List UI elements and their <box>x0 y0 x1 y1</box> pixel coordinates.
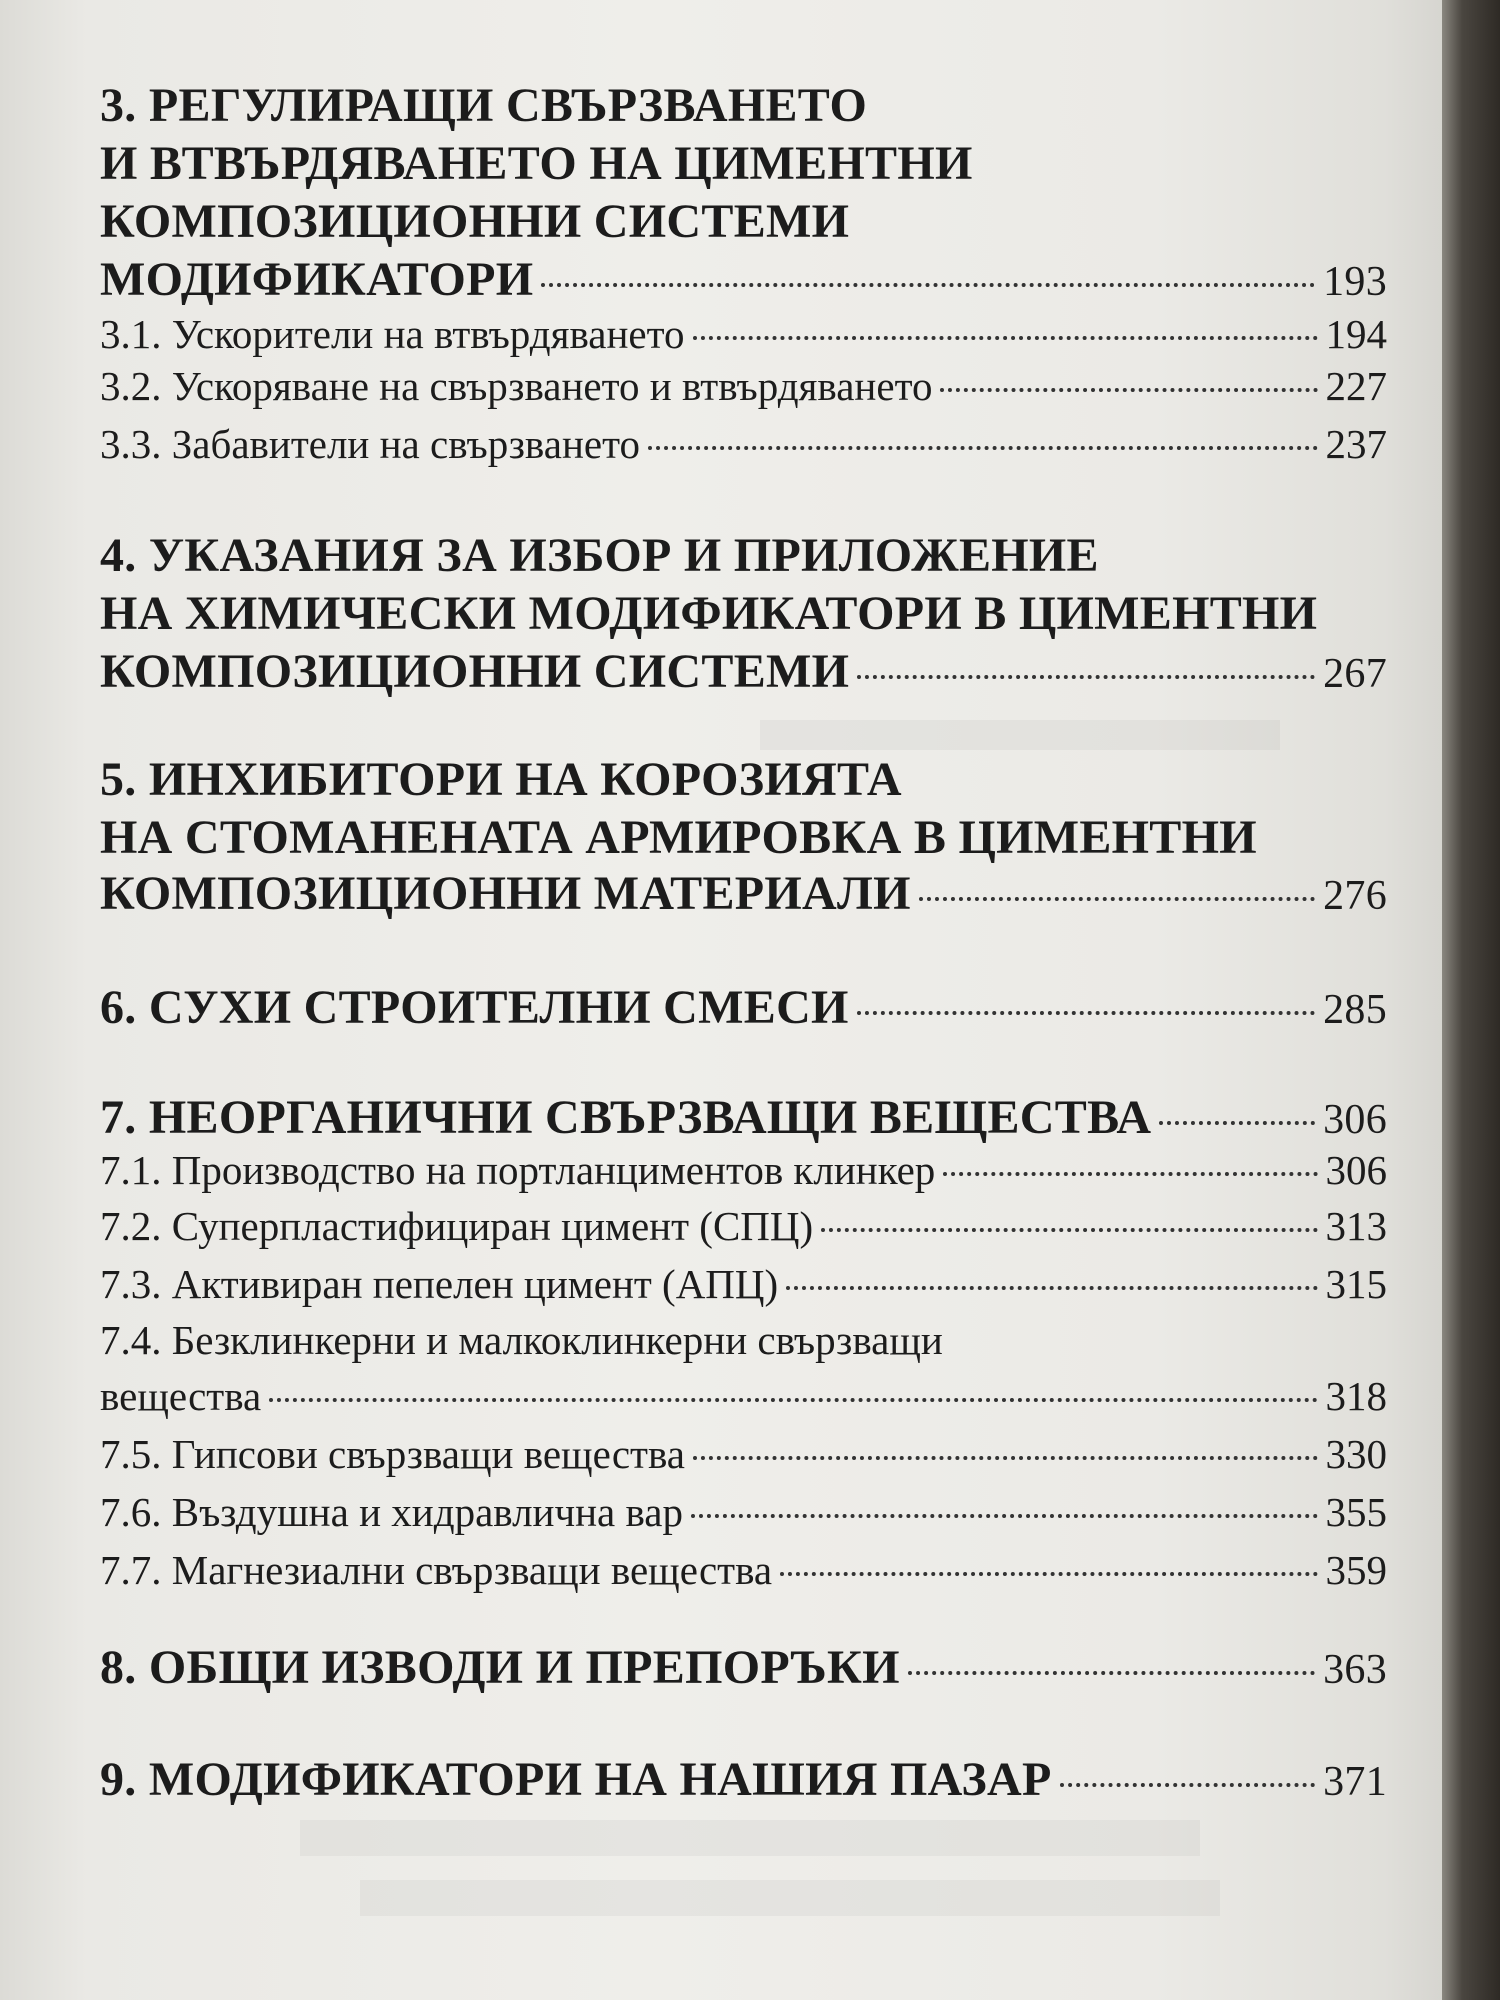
page-number: 306 <box>1325 1147 1387 1193</box>
toc-entry-7-5[interactable] <box>100 1430 1387 1478</box>
toc-entry-7-7[interactable] <box>100 1546 1387 1594</box>
page-number: 276 <box>1323 873 1387 919</box>
page-number: 318 <box>1325 1373 1387 1419</box>
toc-entry-chapter-3[interactable] <box>100 252 1387 307</box>
page-number: 359 <box>1325 1547 1387 1593</box>
toc-entry-title: 6. СУХИ СТРОИТЕЛНИ СМЕСИ <box>100 981 849 1034</box>
toc-entry-chapter-6[interactable] <box>100 980 1387 1035</box>
toc-heading-line: НА СТОМАНЕНАТА АРМИРОВКА В ЦИМЕНТНИ <box>100 811 1257 864</box>
page-number: 371 <box>1323 1759 1387 1805</box>
toc-entry-chapter-8[interactable] <box>100 1640 1387 1695</box>
toc-entry-title: 7.1. Производство на портланциментов клинкер <box>100 1147 936 1193</box>
dot-leader <box>541 283 1315 287</box>
toc-entry-chapter-4[interactable] <box>100 644 1387 699</box>
toc-entry-title: 7.5. Гипсови свързващи вещества <box>100 1431 685 1477</box>
dot-leader <box>648 446 1318 450</box>
dot-leader <box>919 897 1315 901</box>
toc-entry-7-4-first-line: 7.4. Безклинкерни и малкоклинкерни свързващи <box>100 1317 943 1363</box>
toc-entry-title: 3.2. Ускоряване на свързването и втвърдяването <box>100 363 933 409</box>
page-number: 315 <box>1325 1261 1387 1307</box>
toc-entry-7-4[interactable] <box>100 1372 1387 1420</box>
toc-entry-7-2[interactable] <box>100 1202 1387 1250</box>
dot-leader <box>908 1671 1315 1675</box>
toc-entry-title: 7.3. Активиран пепелен цимент (АПЦ) <box>100 1261 779 1307</box>
toc-entry-title: 3.3. Забавители на свързването <box>100 421 640 467</box>
dot-leader <box>940 388 1317 392</box>
toc-entry-chapter-9[interactable] <box>100 1752 1387 1807</box>
toc-entry-title: МОДИФИКАТОРИ <box>100 253 534 306</box>
toc-entry-title: 7. НЕОРГАНИЧНИ СВЪРЗВАЩИ ВЕЩЕСТВА <box>100 1091 1152 1144</box>
toc-entry-7-1[interactable] <box>100 1146 1387 1194</box>
dot-leader <box>1159 1121 1315 1125</box>
page-number: 355 <box>1325 1489 1387 1535</box>
dot-leader <box>693 1456 1318 1460</box>
page-number: 194 <box>1325 311 1387 357</box>
book-spine <box>1442 0 1500 2000</box>
toc-entry-7-3[interactable] <box>100 1260 1387 1308</box>
page-number: 330 <box>1325 1431 1387 1477</box>
page-number: 363 <box>1323 1647 1387 1693</box>
page-number: 227 <box>1325 363 1387 409</box>
toc-entry-7-6[interactable] <box>100 1488 1387 1536</box>
toc-entry-3-2[interactable] <box>100 362 1387 410</box>
page-number: 267 <box>1323 651 1387 697</box>
page-number: 193 <box>1323 259 1387 305</box>
toc-heading-line: КОМПОЗИЦИОННИ СИСТЕМИ <box>100 195 850 248</box>
toc-heading-line: 3. РЕГУЛИРАЩИ СВЪРЗВАНЕТО <box>100 79 868 132</box>
page-number: 237 <box>1325 421 1387 467</box>
toc-entry-3-3[interactable] <box>100 420 1387 468</box>
dot-leader <box>786 1286 1317 1290</box>
dot-leader <box>1060 1783 1315 1787</box>
dot-leader <box>691 1514 1317 1518</box>
page-number: 285 <box>1323 987 1387 1033</box>
toc-entry-title: 3.1. Ускорители на втвърдяването <box>100 311 685 357</box>
dot-leader <box>857 1011 1315 1015</box>
toc-entry-title: КОМПОЗИЦИОННИ МАТЕРИАЛИ <box>100 867 911 920</box>
toc-entry-title: 9. МОДИФИКАТОРИ НА НАШИЯ ПАЗАР <box>100 1753 1052 1806</box>
dot-leader <box>693 336 1318 340</box>
toc-heading-line: 5. ИНХИБИТОРИ НА КОРОЗИЯТА <box>100 753 902 806</box>
toc-entry-title: 7.6. Въздушна и хидравлична вар <box>100 1489 684 1535</box>
toc-entry-chapter-7[interactable] <box>100 1090 1387 1145</box>
toc-entry-3-1[interactable] <box>100 310 1387 358</box>
toc-entry-title: 7.7. Магнезиални свързващи вещества <box>100 1547 773 1593</box>
dot-leader <box>943 1172 1317 1176</box>
toc-entry-title: вещества <box>100 1373 262 1419</box>
toc-heading-line: 4. УКАЗАНИЯ ЗА ИЗБОР И ПРИЛОЖЕНИЕ <box>100 529 1099 582</box>
dot-leader <box>269 1398 1317 1402</box>
dot-leader <box>780 1572 1317 1576</box>
toc-entry-title: 8. ОБЩИ ИЗВОДИ И ПРЕПОРЪКИ <box>100 1641 900 1694</box>
dot-leader <box>857 675 1315 679</box>
dot-leader <box>821 1228 1317 1232</box>
toc-heading-line: И ВТВЪРДЯВАНЕТО НА ЦИМЕНТНИ <box>100 137 973 190</box>
page-number: 306 <box>1323 1097 1387 1143</box>
toc-entry-title: КОМПОЗИЦИОННИ СИСТЕМИ <box>100 645 850 698</box>
toc-entry-chapter-5[interactable] <box>100 866 1387 921</box>
toc-entry-title: 7.2. Суперпластифициран цимент (СПЦ) <box>100 1203 814 1249</box>
page-number: 313 <box>1325 1203 1387 1249</box>
toc-heading-line: НА ХИМИЧЕСКИ МОДИФИКАТОРИ В ЦИМЕНТНИ <box>100 587 1318 640</box>
